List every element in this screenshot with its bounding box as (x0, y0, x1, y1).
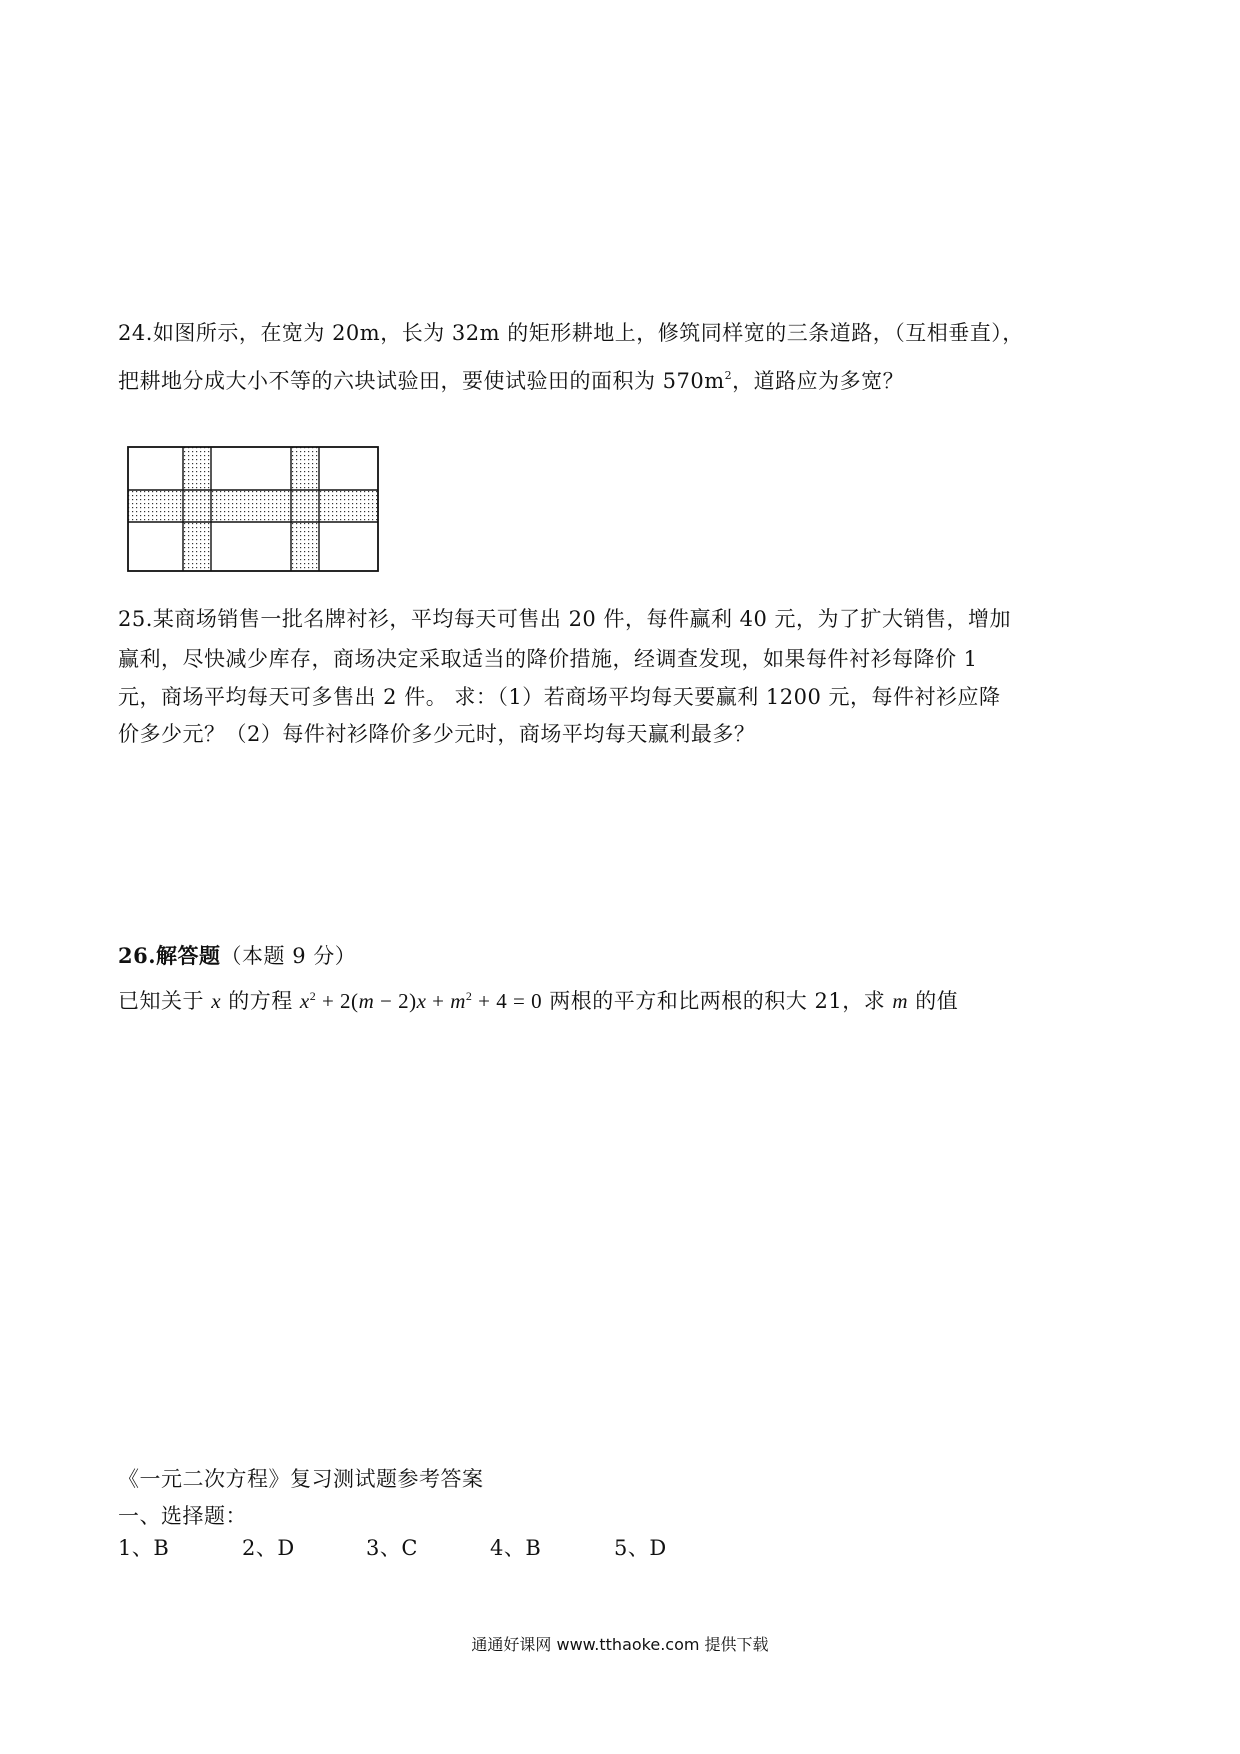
eq-part-4: + 4 = 0 (472, 989, 543, 1013)
eq-part-2: − 2) (374, 989, 417, 1013)
eq-part-1: + 2( (316, 989, 359, 1013)
question-25-line-1: 25.某商场销售一批名牌衬衫，平均每天可售出 20 件，每件赢利 40 元，为了扩大销售，增加 (118, 607, 1012, 631)
question-24-line-2-text: 把耕地分成大小不等的六块试验田，要使试验田的面积为 570m (118, 369, 725, 393)
answer-item-1: 1、B (118, 1536, 170, 1560)
eq-m-2: m (450, 989, 466, 1013)
question-26-body (118, 986, 958, 1016)
question-25-line-2: 赢利，尽快减少库存，商场决定采取适当的降价措施，经调查发现，如果每件衬衫每降价 1 (118, 647, 978, 671)
q26-variable-x: x (211, 989, 222, 1013)
answer-item-2: 2、D (242, 1536, 295, 1560)
area-unit-superscript: 2 (724, 369, 733, 382)
question-26-points: （本题 9 分） (220, 944, 357, 968)
q26-text-d: 的值 (915, 989, 959, 1013)
eq-part-3: + (426, 989, 451, 1013)
q26-text-b: 的方程 (228, 989, 293, 1013)
question-26-heading: 26.解答题 (118, 943, 221, 968)
answer-key-title: 《一元二次方程》复习测试题参考答案 (118, 1467, 484, 1491)
answer-item-3: 3、C (366, 1536, 418, 1560)
eq-x-2: x (416, 989, 427, 1013)
q26-text-c: 两根的平方和比两根的积大 21，求 (549, 989, 886, 1013)
eq-m-1: m (358, 989, 375, 1013)
question-26-title (118, 941, 356, 971)
page-footer: 通通好课网 www.tthaoke.com 提供下载 (471, 1635, 769, 1654)
eq-exp-1: 2 (309, 989, 317, 1003)
question-25-line-3: 元，商场平均每天可多售出 2 件。 求：（1）若商场平均每天要赢利 1200 元，每件衬衫应降 (118, 685, 1001, 709)
question-24-line-2-end: ，道路应为多宽？ (732, 369, 905, 393)
question-24-line-1: 24.如图所示，在宽为 20m，长为 32m 的矩形耕地上，修筑同样宽的三条道路，（互相垂直）， (118, 321, 1024, 345)
answer-section-heading: 一、选择题： (118, 1504, 247, 1528)
q26-text-a: 已知关于 (118, 989, 204, 1013)
eq-exp-2: 2 (465, 989, 473, 1003)
q26-variable-m: m (892, 989, 909, 1013)
question-25-line-4: 价多少元？（2）每件衬衫降价多少元时，商场平均每天赢利最多？ (118, 722, 756, 746)
answer-item-5: 5、D (614, 1536, 667, 1560)
road-horizontal (128, 490, 378, 522)
question-24-line-2 (118, 366, 904, 396)
answer-item-4: 4、B (490, 1536, 542, 1560)
quadratic-equation (300, 989, 542, 1013)
field-diagram (127, 446, 379, 572)
eq-x: x (299, 989, 310, 1013)
